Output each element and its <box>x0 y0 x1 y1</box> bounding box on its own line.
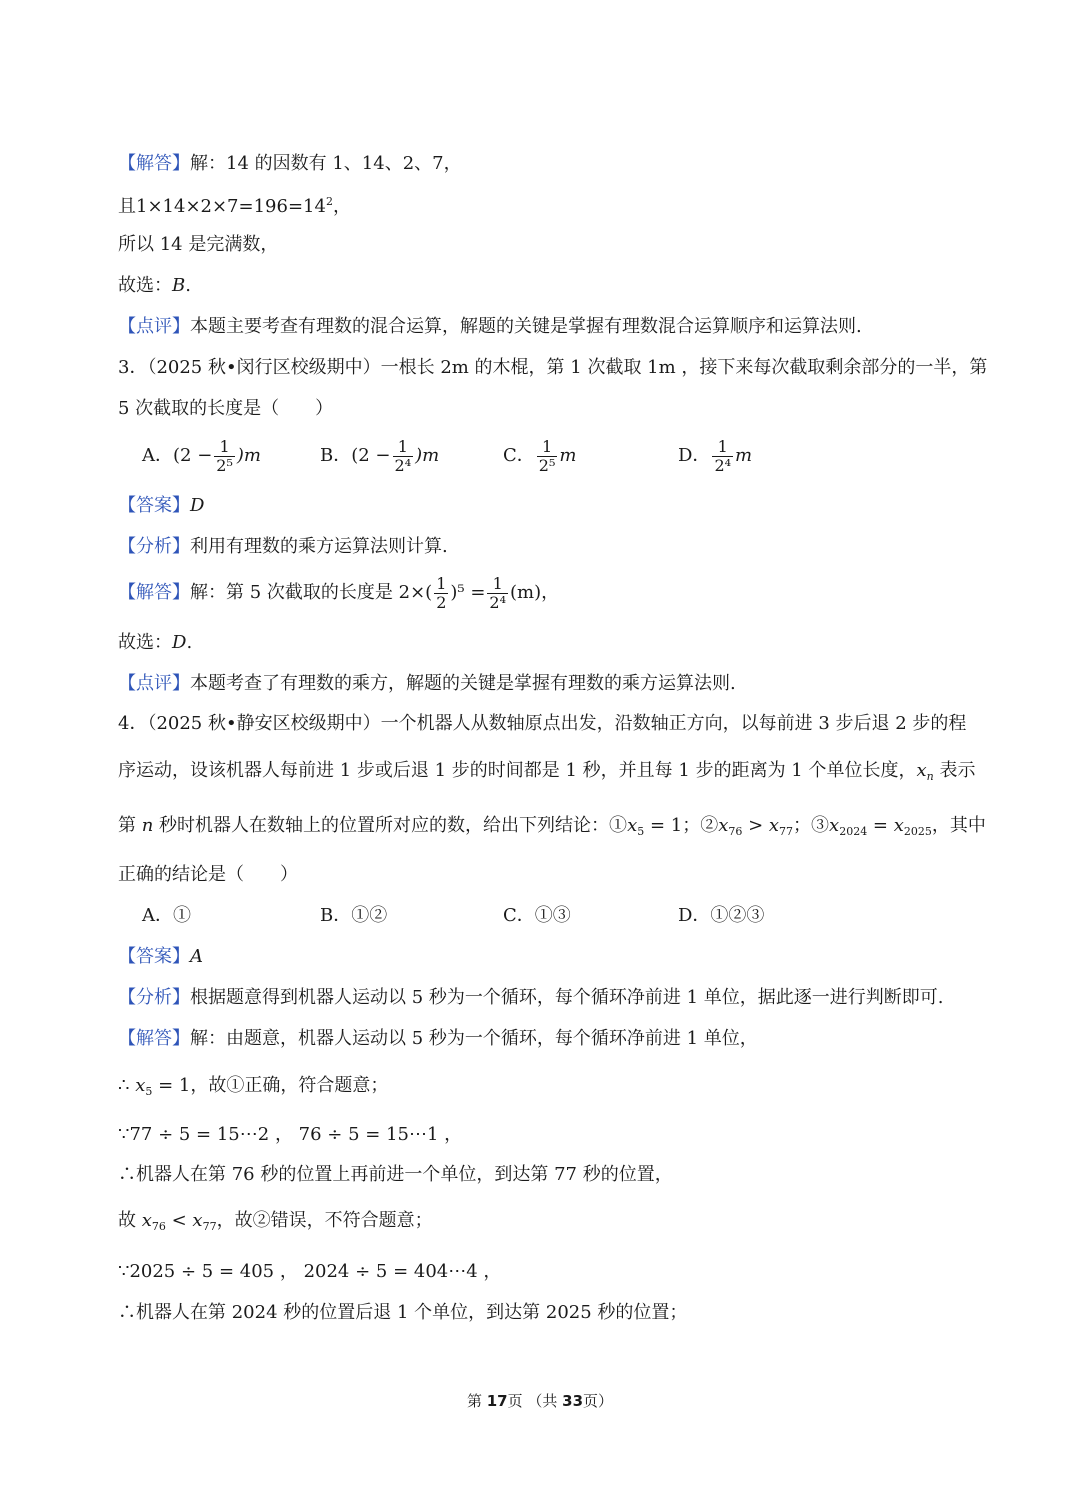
q3-choose-value: D <box>172 632 187 653</box>
q4-solution-line4: ∴机器人在第 76 秒的位置上再前进一个单位，到达第 77 秒的位置， <box>118 1164 673 1185</box>
q3-opt-c-den: 2⁵ <box>538 455 556 475</box>
q4-option-b: B．①② <box>320 905 388 926</box>
q4-sol5-post: ，故②错误，不符合题意； <box>216 1210 433 1231</box>
q3-sol-frac2 <box>487 575 508 611</box>
q4-analysis-text: 根据题意得到机器人运动以 5 秒为一个循环，每个循环净前进 1 单位，据此逐一进行判断即可. <box>190 987 944 1008</box>
q4-c3-var-r: x <box>893 815 904 836</box>
q3-sol-frac1 <box>434 575 448 611</box>
q3-opt-d-label: D． <box>678 445 711 467</box>
q3-opt-b-frac <box>393 438 414 474</box>
q4-analysis <box>118 989 944 1007</box>
q2-solution-line2 <box>118 196 351 216</box>
q4-sol5-op: < <box>165 1210 193 1231</box>
q4-option-d: D．①②③ <box>678 905 765 926</box>
q4-c2-var-l: x <box>718 815 729 836</box>
q3-option-a <box>142 438 261 474</box>
q3-option-b <box>320 438 439 474</box>
q4-stem2-text: 序运动，设该机器人每前进 1 步或后退 1 步的时间都是 1 秒，并且每 1 步的距离为 1 个单位长度， <box>118 760 917 781</box>
q3-opt-a-frac <box>214 438 235 474</box>
q3-opt-d-den: 2⁴ <box>714 455 732 475</box>
q4-c3-op: = <box>867 815 894 836</box>
q4-stem-line4: 正确的结论是（ ） <box>118 864 298 885</box>
tag-analysis: 【分析】 <box>118 987 190 1008</box>
tag-answer: 【答案】 <box>118 495 190 516</box>
q4-stem-line2 <box>118 762 975 782</box>
q3-opt-c-num: 1 <box>537 438 558 457</box>
q4-solution-line6: ∵2025 ÷ 5 = 405 ， 2024 ÷ 5 = 404⋯4 ， <box>118 1261 502 1282</box>
q4-sol5-sub-l: 76 <box>151 1220 166 1233</box>
q3-opt-c-frac <box>537 438 558 474</box>
q4-option-a: A．① <box>142 905 191 926</box>
q3-sol-prefix: 解：第 5 次截取的长度是 2×( <box>190 582 433 604</box>
q4-c3-var-l: x <box>829 815 840 836</box>
q3-opt-b-label: B． <box>320 445 352 467</box>
q4-answer-value: A <box>190 946 203 967</box>
page-footer <box>0 1390 1080 1411</box>
q3-opt-b-post: )m <box>415 445 440 467</box>
q3-sol-frac2-num: 1 <box>487 575 508 594</box>
q4-stem2-var: x <box>916 760 927 781</box>
q4-c2-op: > <box>742 815 769 836</box>
q3-analysis <box>118 538 448 556</box>
tag-answer-detail: 【解答】 <box>118 153 190 174</box>
q4-solution-line5 <box>118 1212 433 1232</box>
q4-sol2-post: = 1，故①正确，符合题意； <box>152 1075 389 1096</box>
tag-answer-detail: 【解答】 <box>118 1028 190 1049</box>
tag-analysis: 【分析】 <box>118 536 190 557</box>
q2-solution-line1 <box>118 155 462 173</box>
q3-comment-text: 本题考查了有理数的乘方，解题的关键是掌握有理数的乘方运算法则. <box>190 673 736 694</box>
q3-sol-suffix: (m)， <box>510 582 560 604</box>
q2-sol-text1: 解：14 的因数有 1、14、2、7， <box>190 153 462 174</box>
tag-comment: 【点评】 <box>118 673 190 694</box>
q3-opt-c-label: C． <box>503 445 535 467</box>
q3-opt-a-post: )m <box>236 445 261 467</box>
q3-opt-b-num: 1 <box>393 438 414 457</box>
tag-answer: 【答案】 <box>118 946 190 967</box>
q3-option-d <box>678 438 752 474</box>
q2-choose-label: 故选： <box>118 275 172 296</box>
q3-choose-end: . <box>186 632 193 653</box>
q4-solution-line2 <box>118 1077 388 1097</box>
q4-sol5-var-r: x <box>192 1210 203 1231</box>
q4-option-c: C．①③ <box>503 905 571 926</box>
q2-choose-end: . <box>185 275 191 296</box>
q2-sol-prefix: 且 <box>118 196 136 217</box>
q4-sol2-sub: 5 <box>145 1085 153 1098</box>
q3-sol-mid: )⁵ = <box>450 582 486 604</box>
q4-solution-line7: ∴机器人在第 2024 秒的位置后退 1 个单位，到达第 2025 秒的位置； <box>118 1302 688 1323</box>
q4-c2-sub-l: 76 <box>728 825 743 838</box>
q4-stem3-n: n <box>141 815 154 836</box>
footer-pre: 第 <box>466 1392 487 1410</box>
q3-opt-b-den: 2⁴ <box>394 455 412 475</box>
footer-page-number: 17 <box>486 1392 508 1410</box>
q4-c2-sub-r: 77 <box>779 825 794 838</box>
q4-solution-line3: ∵77 ÷ 5 = 15⋯2 ， 76 ÷ 5 = 15⋯1 ， <box>118 1124 463 1145</box>
q2-sol-exp: 2 <box>325 195 333 208</box>
q4-sol5-sub-r: 77 <box>202 1220 217 1233</box>
q4-stem-line1: 4．（2025 秋•静安区校级期中）一个机器人从数轴原点出发，沿数轴正方向，以每前进 3 步后退 2 步的程 <box>118 713 967 734</box>
footer-total-pages: 33 <box>562 1392 584 1410</box>
q3-stem-line1: 3．（2025 秋•闵行区校级期中）一根长 2m 的木棍，第 1 次截取 1m ，接下来每次截取剩余部分的一半，第 <box>118 357 988 378</box>
q3-opt-c-post: m <box>559 445 577 467</box>
q4-sol5-pre: 故 <box>118 1210 142 1231</box>
q3-opt-a-den: 2⁵ <box>216 455 233 475</box>
q3-sol-frac1-num: 1 <box>436 574 447 593</box>
footer-post: 页） <box>583 1392 614 1410</box>
q4-solution-line1 <box>118 1030 758 1048</box>
q4-stem2-end: 表示 <box>933 760 976 781</box>
q3-opt-a-label: A． <box>142 445 173 467</box>
q2-sol-suffix: ， <box>332 196 351 217</box>
q3-opt-a-num: 1 <box>214 438 235 457</box>
footer-mid: 页 （共 <box>507 1392 563 1410</box>
q3-sol-frac2-den: 2⁴ <box>489 592 507 612</box>
q4-stem3-text: 秒时机器人在数轴上的位置所对应的数，给出下列结论：① <box>153 815 628 836</box>
q3-comment <box>118 675 736 693</box>
q4-c2-var-r: x <box>768 815 780 836</box>
tag-answer-detail: 【解答】 <box>118 582 190 604</box>
q3-opt-d-frac <box>712 438 733 474</box>
q4-c3-pre: ；③ <box>793 815 830 836</box>
q3-analysis-text: 利用有理数的乘方运算法则计算. <box>190 536 448 557</box>
q4-sol-text1: 解：由题意，机器人运动以 5 秒为一个循环，每个循环净前进 1 单位， <box>190 1028 758 1049</box>
q4-c1-rhs: = 1；② <box>644 815 719 836</box>
q3-answer-value: D <box>190 495 205 516</box>
q4-c1-sub: 5 <box>637 825 645 838</box>
q2-sol-expr: 1×14×2×7=196=14 <box>136 196 326 217</box>
q4-answer <box>118 948 203 966</box>
tag-comment: 【点评】 <box>118 316 190 337</box>
q2-choose-value: B <box>172 275 186 296</box>
q3-choose <box>118 634 192 652</box>
q4-stem3-pre: 第 <box>118 815 142 836</box>
q3-opt-a-pre: (2 − <box>173 445 213 467</box>
q3-answer <box>118 497 204 515</box>
q2-comment <box>118 318 862 336</box>
q2-comment-text: 本题主要考查有理数的混合运算，解题的关键是掌握有理数混合运算顺序和运算法则. <box>190 316 862 337</box>
q4-sol2-var: x <box>135 1075 146 1096</box>
q3-opt-b-pre: (2 − <box>351 445 391 467</box>
q3-opt-d-post: m <box>735 445 753 467</box>
q2-solution-line3: 所以 14 是完满数， <box>118 234 279 255</box>
q3-stem-line2: 5 次截取的长度是（ ） <box>118 398 334 419</box>
q4-c3-sub-l: 2024 <box>839 825 868 838</box>
q4-stem2-sub: n <box>926 770 934 783</box>
q3-choose-label: 故选： <box>118 632 172 653</box>
q4-stem-line3 <box>118 817 986 837</box>
q2-choose <box>118 277 191 295</box>
q3-opt-d-num: 1 <box>712 438 733 457</box>
q3-sol-frac1-den: 2 <box>436 592 447 612</box>
q4-sol2-pre: ∴ <box>118 1075 136 1096</box>
q3-solution <box>118 575 559 611</box>
q4-stem3-end: ，其中 <box>931 815 986 836</box>
q4-c1-var: x <box>627 815 638 836</box>
q4-c3-sub-r: 2025 <box>903 825 932 838</box>
q3-option-c <box>503 438 576 474</box>
q4-sol5-var-l: x <box>141 1210 152 1231</box>
